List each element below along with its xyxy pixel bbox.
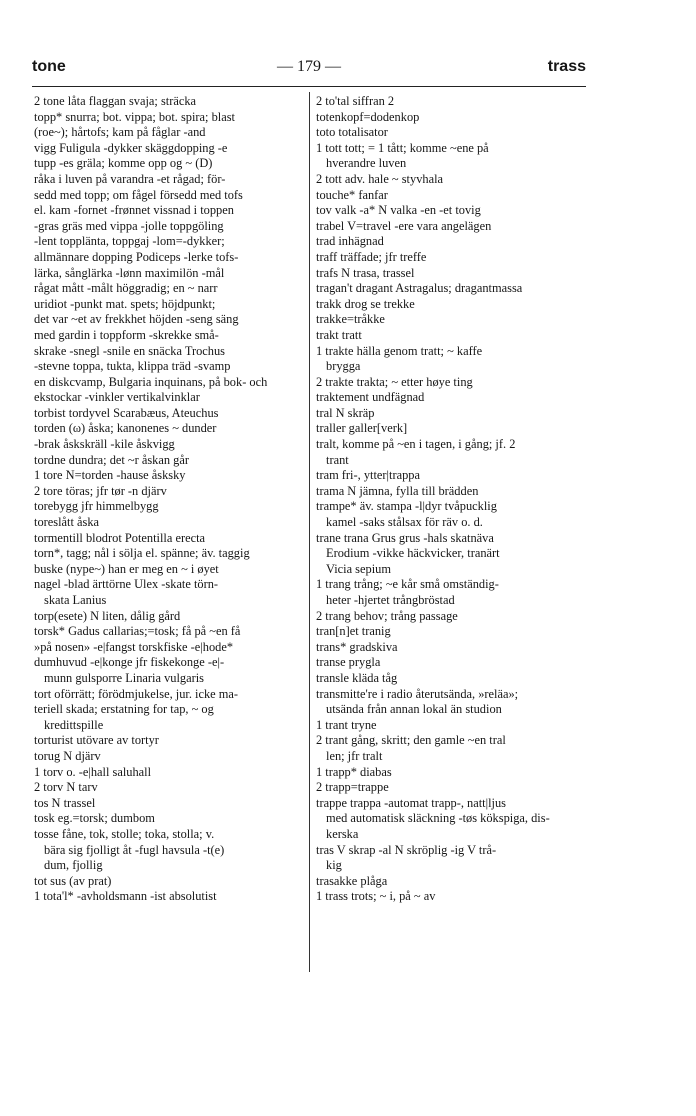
entry-line: tram fri-, ytter|trappa xyxy=(316,468,420,483)
entry-line: 2 to'tal siffran 2 xyxy=(316,94,395,108)
entry-line: 1 tott tott; = 1 tått; komme ~ene på xyxy=(316,140,489,155)
entry-line: Erodium -vikke häckvicker, tranärt xyxy=(326,546,500,561)
entry-line: -brak åskskräll -kile åskvigg xyxy=(34,437,175,452)
entry-line: munn gulsporre Linaria vulgaris xyxy=(44,670,205,685)
entry-line: trakt tratt xyxy=(316,327,362,342)
entry-line: hverandre luven xyxy=(326,156,407,171)
entry-line: 1 trapp* diabas xyxy=(316,764,392,779)
entry-line: 2 torv N tarv xyxy=(34,780,98,795)
entry-line: tosk eg.=torsk; dumbom xyxy=(34,811,155,826)
entry-line: dum, fjollig xyxy=(44,858,103,873)
entry-line: toto totalisator xyxy=(316,125,388,140)
entry-line: kig xyxy=(326,858,342,873)
entry-line: utsända från annan lokal än studion xyxy=(326,702,502,717)
entry-line: trafs N trasa, trassel xyxy=(316,265,415,280)
entry-line: bära sig fjolligt åt -fugl havsula -t(e) xyxy=(44,842,225,857)
column-divider xyxy=(309,92,310,972)
entry-line: -stevne toppa, tukta, klippa träd -svamp xyxy=(34,359,231,374)
entry-line: 2 tore töras; jfr tør -n djärv xyxy=(34,483,167,498)
entry-line: teriell skada; erstatning for tap, ~ og xyxy=(34,702,214,717)
entry-line: vigg Fuligula -dykker skäggdopping -e xyxy=(34,140,228,155)
entry-line: tupp -es gräla; komme opp og ~ (D) xyxy=(34,156,213,171)
entry-line: torp(esete) N liten, dålig gård xyxy=(34,608,181,623)
entry-line: trasakke plåga xyxy=(316,873,388,888)
entry-line: 2 tott adv. hale ~ styvhala xyxy=(316,171,444,186)
entry-line: 1 tota'l* -avholdsmann -ist absolutist xyxy=(34,889,217,904)
entry-line: tragan't dragant Astragalus; dragantmassa xyxy=(316,281,523,296)
entry-line: 1 torv o. -e|hall saluhall xyxy=(34,764,152,779)
entry-line: 1 trant tryne xyxy=(316,717,377,732)
entry-line: trans* gradskiva xyxy=(316,639,398,654)
entry-line: buske (nype~) han er meg en ~ i øyet xyxy=(34,561,219,576)
entry-line: heter -hjertet trångbröstad xyxy=(326,593,455,607)
entry-line: traff träffade; jfr treffe xyxy=(316,249,427,264)
entry-line: -gras gräs med vippa -jolle toppgöling xyxy=(34,218,224,233)
entry-line: skrake -snegl -snile en snäcka Trochus xyxy=(34,343,225,358)
entry-line: trakk drog se trekke xyxy=(316,296,415,311)
entry-line: trad inhägnad xyxy=(316,234,384,249)
entry-line: transle kläda tåg xyxy=(316,670,398,685)
entry-line: allmännare dopping Podiceps -lerke tofs- xyxy=(34,249,239,264)
entry-line: 1 trass trots; ~ i, på ~ av xyxy=(316,889,436,904)
entry-line: tordne dundra; det ~r åskan går xyxy=(34,452,189,467)
entry-line: råka i luven på varandra -et rågad; för- xyxy=(34,171,226,186)
entry-line: trappe trappa -automat trapp-, natt|ljus xyxy=(316,795,506,810)
entry-line: sedd med topp; om fågel försedd med tofs xyxy=(34,187,243,202)
header-rule xyxy=(32,86,586,87)
entry-line: torn*, tagg; nål i sölja el. spänne; äv. taggig xyxy=(34,546,250,561)
entry-line: -lent toppläntа, toppgaj -lom=-dykker; xyxy=(34,234,225,249)
entry-line: trant xyxy=(326,452,349,467)
entry-line: med gardin i toppform -skrekke små- xyxy=(34,327,219,342)
entry-line: det var ~et av frekkhet höjden -seng säng xyxy=(34,312,239,327)
entry-line: trakke=tråkke xyxy=(316,312,385,327)
left-column xyxy=(34,94,304,905)
entry-line: 2 tone låta flaggan svaja; sträcka xyxy=(34,94,197,108)
entry-line: torebygg jfr himmelbygg xyxy=(34,499,159,514)
page-header xyxy=(32,58,586,82)
entry-line: Vicia sepium xyxy=(326,561,391,576)
entry-line: tormentill blodrot Potentilla erecta xyxy=(34,530,206,545)
entry-line: tral N skräp xyxy=(316,405,375,420)
entry-line: len; jfr tralt xyxy=(326,748,383,763)
page-number: — 179 — xyxy=(277,58,341,75)
entry-line: torsk* Gadus callarias;=tosk; få på ~en få xyxy=(34,624,241,639)
entry-line: toreslått åska xyxy=(34,515,100,530)
entry-line: dumhuvud -e|konge jfr fiskekonge -e|- xyxy=(34,655,225,670)
entry-line: tosse fåne, tok, stolle; toka, stolla; v. xyxy=(34,826,215,841)
entry-line: tov valk -a* N valka -en -et tovig xyxy=(316,203,481,218)
entry-line: 2 trapp=trappe xyxy=(316,780,389,795)
entry-line: 1 tore N=torden -hause åsksky xyxy=(34,468,186,483)
entry-line: en diskсvamp, Bulgaria inquinans, på bok- och xyxy=(34,374,268,389)
header-right-guideword: trass xyxy=(547,58,586,75)
entry-line: tort oförrätt; förödmjukelse, jur. icke ma- xyxy=(34,686,239,701)
entry-line: 2 trant gång, skritt; den gamle ~en tral xyxy=(316,733,506,748)
header-left-guideword: tone xyxy=(32,58,66,75)
entry-line: kredittspille xyxy=(44,717,104,732)
entry-line: tos N trassel xyxy=(34,795,96,810)
entry-line: uridiot -punkt mat. spets; höjdpunkt; xyxy=(34,296,216,311)
entry-line: transmitte're i radio återutsända, »reläa»; xyxy=(316,686,519,701)
right-column xyxy=(316,94,586,905)
entry-line: transe prygla xyxy=(316,655,381,670)
entry-line: torturist utövare av tortyr xyxy=(34,733,159,748)
entry-line: skata Lanius xyxy=(44,593,107,607)
entry-line: 2 trang behov; trång passage xyxy=(316,608,458,623)
entry-line: 1 trang trång; ~e kår små omständig- xyxy=(316,577,499,592)
entry-line: trama N jämna, fylla till brädden xyxy=(316,483,479,498)
entry-line: brygga xyxy=(326,359,361,374)
entry-line: torug N djärv xyxy=(34,748,101,763)
entry-line: traller galler[verk] xyxy=(316,421,408,436)
entry-line: kamel -saks stålsax för räv o. d. xyxy=(326,515,483,530)
entry-line: 1 trakte hälla genom tratt; ~ kaffe xyxy=(316,343,483,358)
entry-line: topp* snurra; bot. vippa; bot. spira; blast xyxy=(34,109,235,124)
entry-line: nagel -blad ärttörne Ulex -skate törn- xyxy=(34,577,219,592)
entry-line: 2 trakte trakta; ~ etter høye ting xyxy=(316,374,473,389)
entry-line: tras V skrap -al N skröplig -ig V trå- xyxy=(316,842,497,857)
entry-line: touche* fanfar xyxy=(316,187,388,202)
entry-line: med automatisk släckning -tøs köksрiga, dis- xyxy=(326,811,550,826)
entry-line: trane trana Grus grus -hals skatnäva xyxy=(316,530,494,545)
entry-line: rågat mått -målt höggradig; en ~ narr xyxy=(34,281,218,296)
entry-line: ekstockar -vinkler vertikalvinklar xyxy=(34,390,200,405)
entry-line: torden (ω) åska; kanonenes ~ dunder xyxy=(34,421,217,436)
entry-line: tran[n]et tranig xyxy=(316,624,391,639)
entry-line: traktement undfägnad xyxy=(316,390,425,405)
entry-line: el. kam -fornet -frønnet vissnad i toppen xyxy=(34,203,234,218)
entry-line: tot sus (av prat) xyxy=(34,873,112,888)
entry-line: trampe* äv. stampa -l|dyr tvåpucklig xyxy=(316,499,497,514)
entry-line: kerska xyxy=(326,826,359,841)
entry-line: (roe~); hårtofs; kam på fåglar -and xyxy=(34,125,206,140)
entry-line: torbist tordyvel Scarabæus, Ateuchus xyxy=(34,405,219,420)
entry-line: lärka, sånglärka -lønn maximilön -mål xyxy=(34,265,225,280)
entry-line: tralt, komme på ~en i tagen, i gång; jf. 2 xyxy=(316,437,516,452)
entry-line: trabel V=travel -ere vara angelägen xyxy=(316,218,492,233)
entry-line: totenkopf=dodenkop xyxy=(316,109,420,124)
entry-line: »på nosen» -e|fangst torskfiske -e|hode* xyxy=(34,639,234,654)
